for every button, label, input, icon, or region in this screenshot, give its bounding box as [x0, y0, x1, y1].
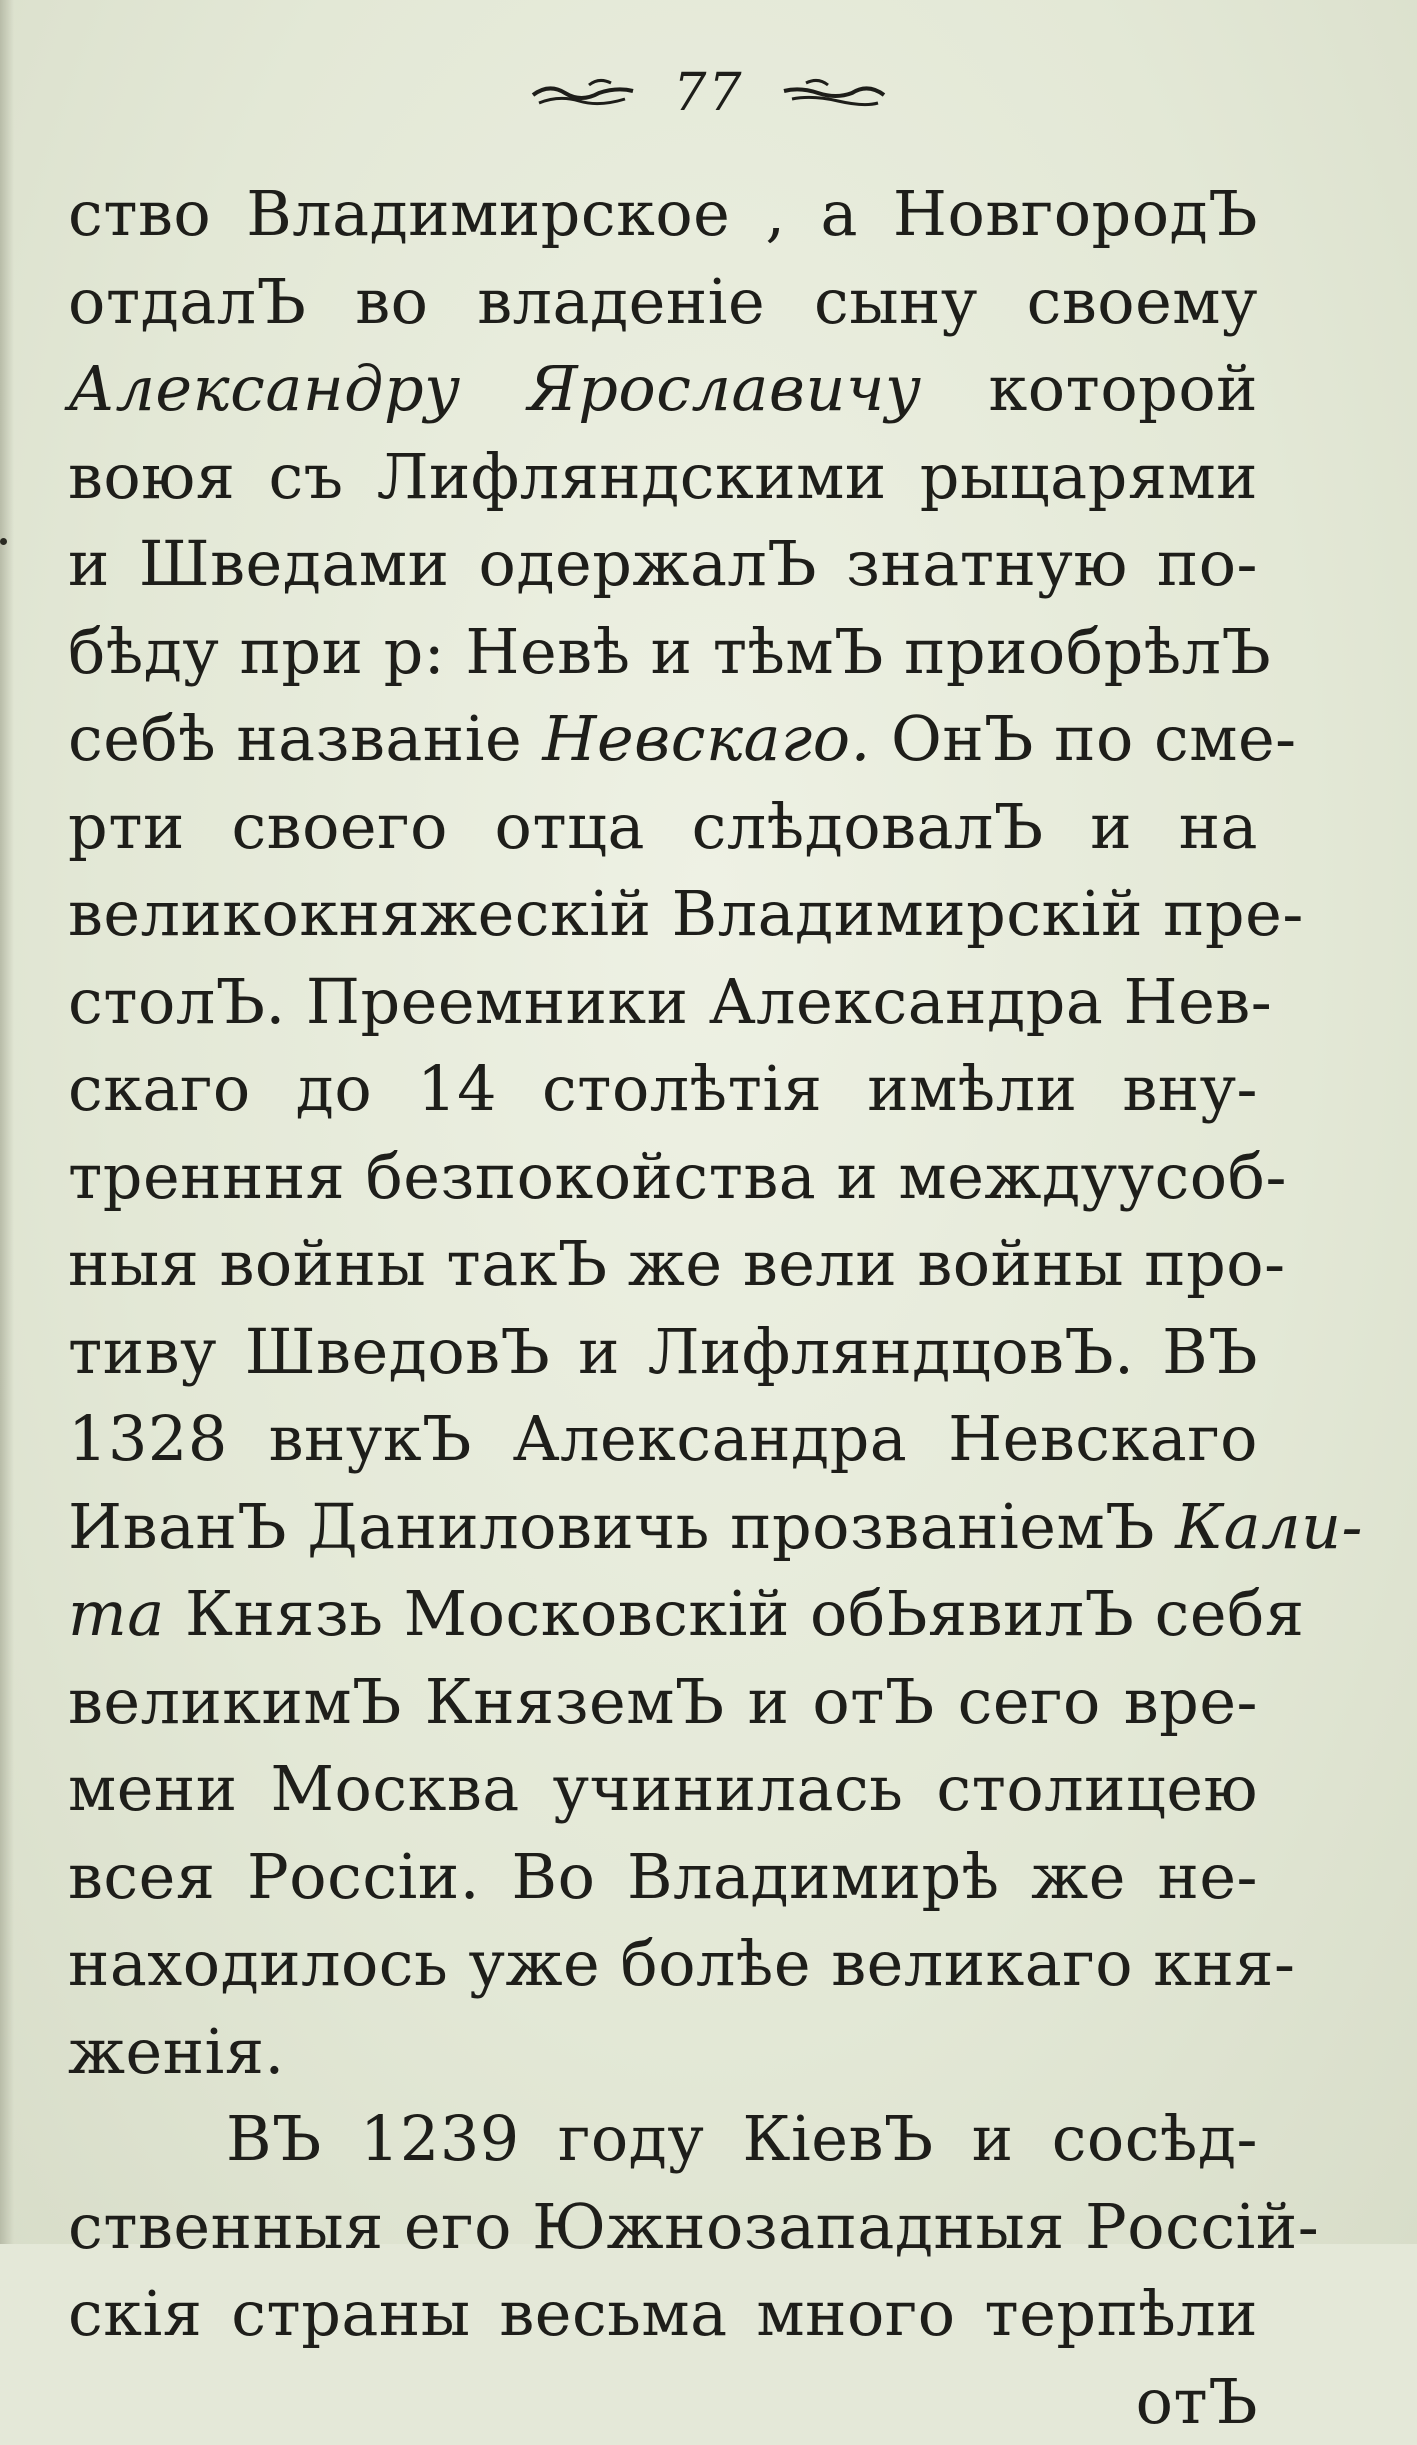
- text-line: 1328 внукЪ Александра Невскаго: [68, 1395, 1258, 1483]
- text-line: себѣ названіе Невскаго. ОнЪ по сме-: [68, 695, 1258, 783]
- text-line-paragraph-start: ВЪ 1239 году КіевЪ и сосѣд-: [68, 2095, 1258, 2183]
- text-line: ственныя его Южнозападныя Россій-: [68, 2183, 1258, 2271]
- text-line: тиву ШведовЪ и ЛифляндцовЪ. ВЪ: [68, 1308, 1258, 1396]
- text-line: ИванЪ Даниловичь прозваніемЪ Кали-: [68, 1483, 1258, 1571]
- text-line: воюя съ Лифляндскими рыцарями: [68, 433, 1258, 521]
- text-line: всея Россіи. Во Владимирѣ же не-: [68, 1833, 1258, 1921]
- text-line: ныя войны такЪ же вели войны про-: [68, 1220, 1258, 1308]
- body-text: [68, 170, 1258, 2445]
- text-line: скія страны весьма много терпѣли: [68, 2270, 1258, 2358]
- text-line: мени Москва учинилась столицею: [68, 1745, 1258, 1833]
- text-line: тренння безпокойства и междуусоб-: [68, 1133, 1258, 1221]
- text-line: рти своего отца слѣдовалЪ и на: [68, 783, 1258, 871]
- page-number: 77: [673, 63, 743, 123]
- left-ornament-icon: [529, 73, 639, 113]
- page-edge-shadow: [0, 0, 14, 2244]
- text-line: и Шведами одержалЪ знатную по-: [68, 520, 1258, 608]
- page-header: [0, 58, 1417, 128]
- text-line: скаго до 14 столѣтія имѣли вну-: [68, 1045, 1258, 1133]
- text-line: находилось уже болѣе великаго кня-: [68, 1920, 1258, 2008]
- text-line: столЪ. Преемники Александра Нев-: [68, 958, 1258, 1046]
- text-line: та Князь Московскій обЬявилЪ себя: [68, 1570, 1258, 1658]
- text-line: отдалЪ во владеніе сыну своему: [68, 258, 1258, 346]
- text-line: женія.: [68, 2008, 1258, 2096]
- text-line: великимЪ КняземЪ и отЪ сего вре-: [68, 1658, 1258, 1746]
- right-ornament-icon: [778, 73, 888, 113]
- text-line: Александру Ярославичу которой: [68, 345, 1258, 433]
- text-line: великокняжескій Владимирскій пре-: [68, 870, 1258, 958]
- text-line: ство Владимирское , а НовгородЪ: [68, 170, 1258, 258]
- text-line: бѣду при р: Невѣ и тѣмЪ приобрѣлЪ: [68, 608, 1258, 696]
- catchword: отЪ: [68, 2358, 1258, 2445]
- ink-speck: [0, 538, 7, 545]
